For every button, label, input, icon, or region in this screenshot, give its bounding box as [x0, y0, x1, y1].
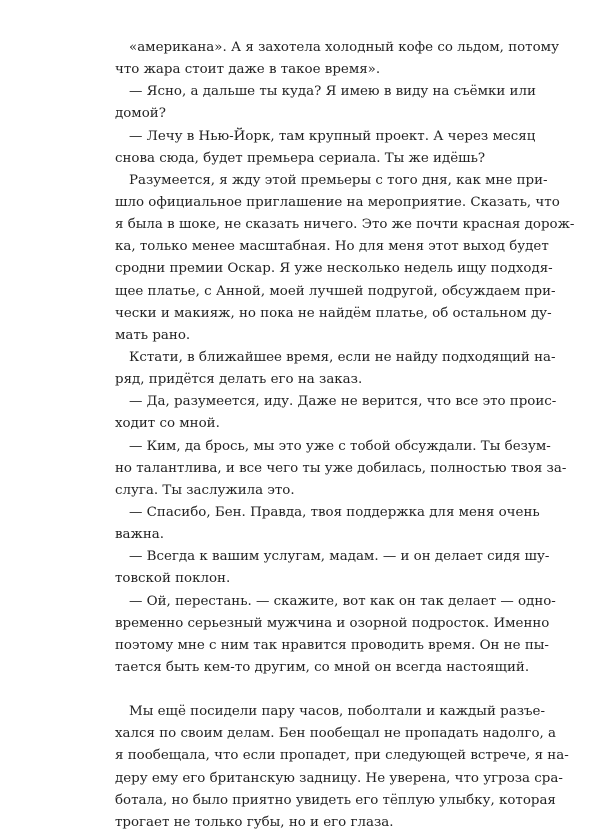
text-line: «американа». А я захотела холодный кофе со льдом, потому	[129, 40, 559, 55]
text-line: сродни премии Оскар. Я уже несколько недель ищу подходя-	[115, 261, 553, 277]
text-line: я пообещала, что если пропадет, при следующей встрече, я на-	[115, 748, 569, 764]
text-line: трогает не только губы, но и его глаза.	[115, 814, 394, 830]
text-line: мать рано.	[115, 327, 191, 343]
text-line: ходит со мной.	[115, 416, 220, 432]
text-line: домой?	[115, 106, 166, 122]
text-line: поэтому мне с ним так нравится проводить время. Он не пы-	[115, 637, 549, 653]
text-line: — Спасибо, Бен. Правда, твоя поддержка для меня очень	[129, 504, 540, 520]
text-line: Кстати, в ближайшее время, если не найду подходящий на-	[129, 349, 556, 365]
text-line: — Ясно, а дальше ты куда? Я имею в виду на съёмки или	[129, 84, 536, 100]
text-line: Мы ещё посидели пару часов, поболтали и каждый разъе-	[129, 704, 545, 720]
text-line: шло официальное приглашение на мероприятие. Сказать, что	[115, 194, 560, 210]
text-line: ботала, но было приятно увидеть его тёплую улыбку, которая	[115, 792, 556, 808]
paragraph	[115, 391, 557, 435]
text-line: слуга. Ты заслужила это.	[115, 482, 295, 498]
paragraph	[115, 126, 536, 170]
text-line: чески и макияж, но пока не найдём платье, об остальном ду-	[115, 305, 552, 321]
paragraph	[115, 546, 550, 590]
paragraph-gap	[115, 679, 501, 701]
text-line: — Да, разумеется, иду. Даже не верится, что все это проис-	[129, 394, 557, 410]
text-line: ряд, придётся делать его на заказ.	[115, 372, 363, 388]
paragraph	[115, 81, 536, 125]
text-line: Разумеется, я жду этой премьеры с того дня, как мне при-	[129, 172, 548, 188]
text-line: товской поклон.	[115, 571, 231, 587]
text-line: тается быть кем-то другим, со мной он всегда настоящий.	[115, 659, 530, 675]
text-line: снова сюда, будет премьера сериала. Ты же идёшь?	[115, 150, 486, 166]
text-line: я была в шоке, не сказать ничего. Это же почти красная дорож-	[115, 217, 575, 233]
text-line: ка, только менее масштабная. Но для меня этот выход будет	[115, 239, 549, 255]
paragraph	[115, 37, 559, 81]
paragraph	[115, 591, 556, 680]
page-body-text	[115, 37, 575, 834]
paragraph	[115, 347, 556, 391]
text-line: щее платье, с Анной, моей лучшей подругой, обсуждаем при-	[115, 283, 556, 299]
text-line: но талантлива, и все чего ты уже добилась, полностью твоя за-	[115, 460, 567, 476]
paragraph	[115, 502, 540, 546]
text-line: — Лечу в Нью-Йорк, там крупный проект. А через месяц	[129, 128, 536, 144]
text-line: деру ему его британскую задницу. Не уверена, что угроза сра-	[115, 770, 563, 786]
text-line: важна.	[115, 527, 165, 543]
text-line: временно серьезный мужчина и озорной подросток. Именно	[115, 615, 550, 631]
paragraph	[115, 170, 575, 347]
text-line: что жара стоит даже в такое время».	[115, 62, 381, 78]
text-line: хался по своим делам. Бен пообещал не пропадать надолго, а	[115, 726, 557, 742]
text-line: — Ким, да брось, мы это уже с тобой обсуждали. Ты безум-	[129, 438, 551, 454]
text-line: — Ой, перестань. — скажите, вот как он так делает — одно-	[129, 593, 556, 609]
text-line: — Всегда к вашим услугам, мадам. — и он делает сидя шу-	[129, 549, 550, 565]
paragraph	[115, 436, 567, 502]
paragraph	[115, 701, 569, 834]
